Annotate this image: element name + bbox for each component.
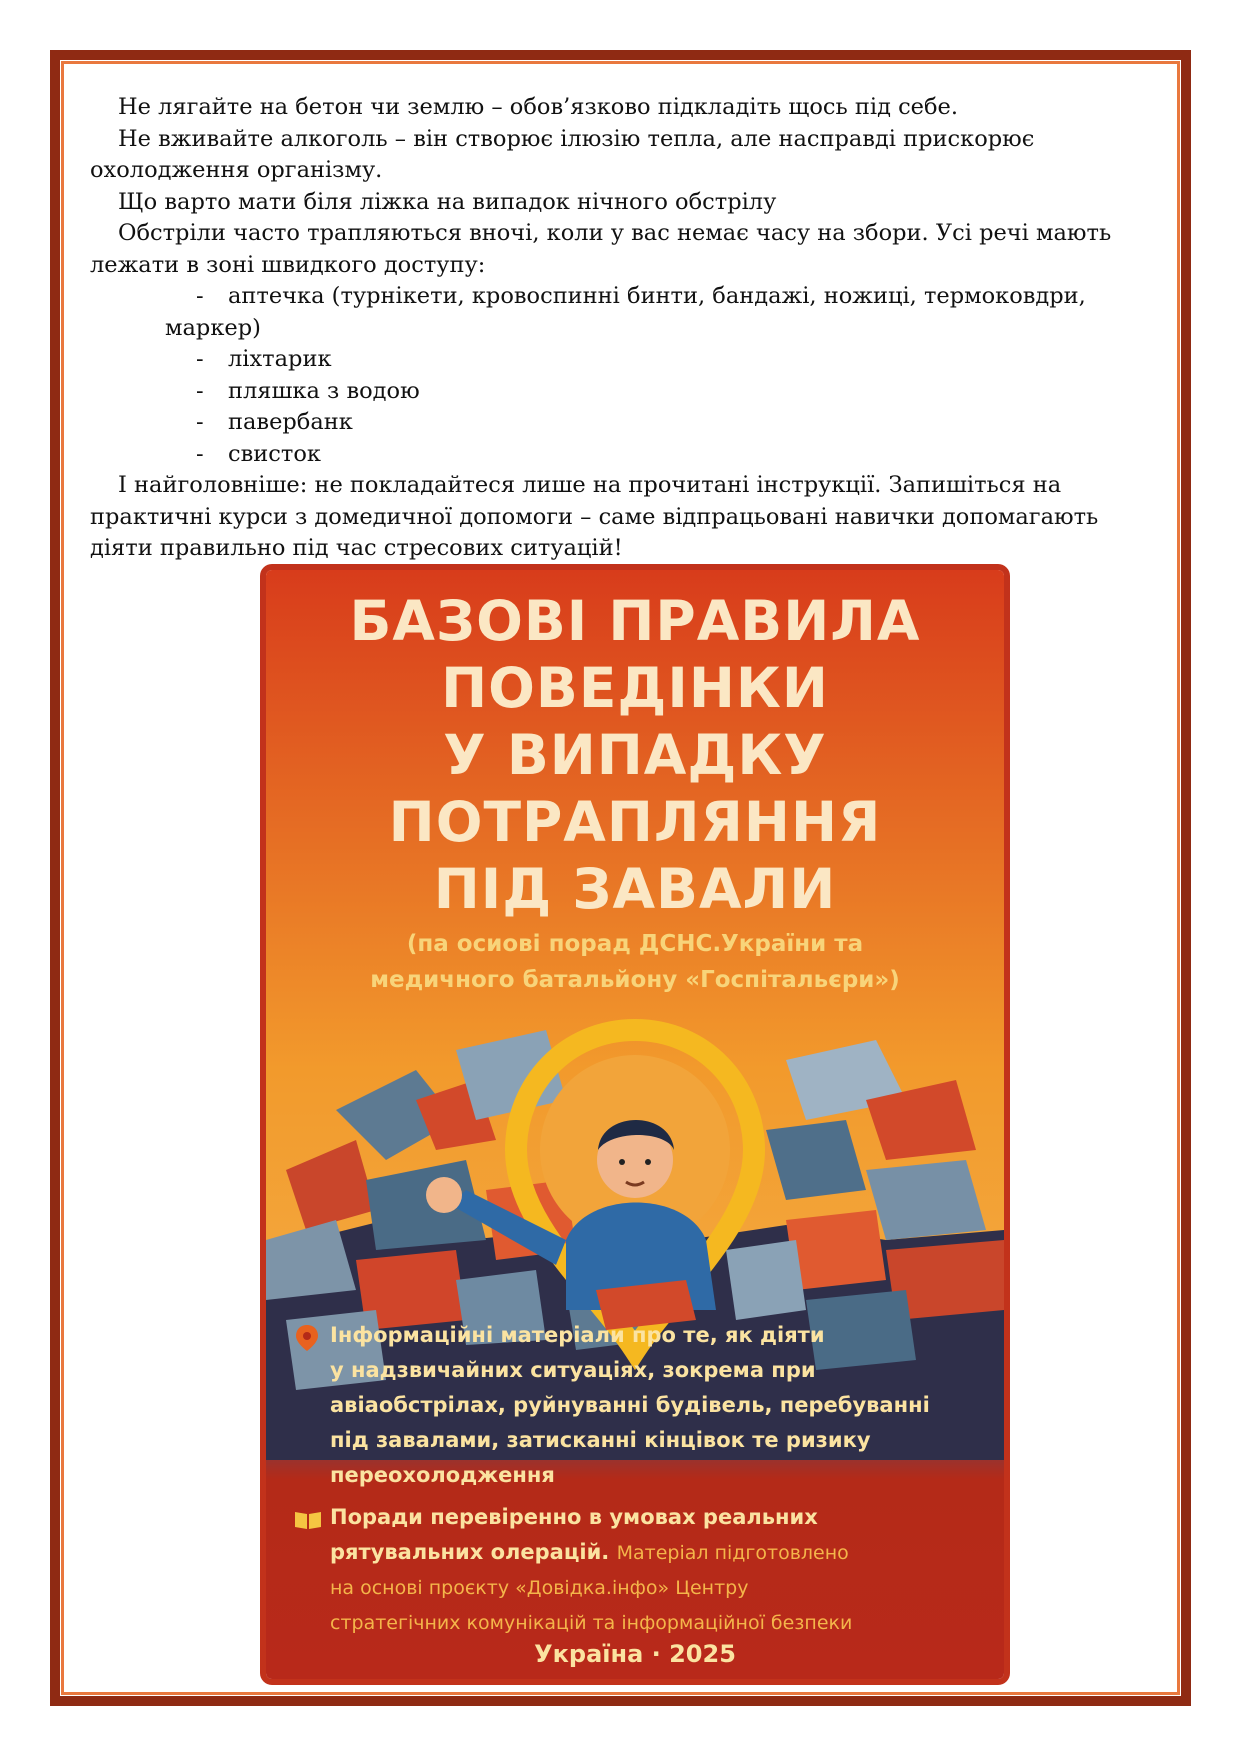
list-dash: - — [196, 440, 204, 467]
list-item: - пляшка з водою — [165, 376, 1150, 408]
body-text — [90, 92, 1150, 565]
essentials-list — [90, 281, 1150, 470]
list-item: - ліхтарик — [165, 344, 1150, 376]
tips-line-3: на основі проєкту «Довідка.інфо» Центру — [330, 1577, 749, 1599]
poster-info-block: Інформаційні матеріали про те, як діяти у надзвичайних ситуаціях, зокрема при авіаобстрілах, руйнуванні будівель, перебуванні під завалами, затисканні кінцівок те ризику переохолодження — [330, 1318, 970, 1493]
paragraph-closing: І найголовніше: не покладайтеся лише на прочитані інструкції. Запишіться на практичні курси з домедичної допомоги – саме відпрацьовані навички допомагають діяти правильно під час стресових ситуацій! — [90, 472, 1099, 561]
list-dash: - — [196, 346, 204, 372]
poster-title: БАЗОВІ ПРАВИЛА ПОВЕДІНКИ У ВИПАДКУ ПОТРАПЛЯННЯ ПІД ЗАВАЛИ — [349, 589, 921, 921]
paragraph-alcohol: Не вживайте алкоголь – він створює ілюзію тепла, але насправді прискорює охолодження організму. — [90, 125, 1035, 183]
tips-line-2: рятувальних олерацій. Матеріал підготовлено — [330, 1540, 849, 1564]
poster-footer: Україна · 2025 — [534, 1640, 736, 1668]
tips-line-1: Поради перевіренно в умовах реальних — [330, 1505, 818, 1529]
list-dash: - — [196, 283, 204, 309]
tips-line-4: стратегічних комунікацій та інформаційної безпеки — [330, 1612, 853, 1634]
paragraph-heading-night: Що варто мати біля ліжка на випадок нічного обстрілу — [118, 188, 777, 215]
poster-subtitle: (па осиові порад ДСНС.України та медичного батальйону «Госпітальєри») — [370, 931, 900, 993]
paragraph-concrete: Не лягайте на бетон чи землю – обов’язково підкладіть щось під себе. — [118, 94, 959, 120]
list-item: - аптечка (турнікети, кровоспинні бинти, бандажі, ножиці, термоковдри, маркер) — [165, 283, 1086, 341]
paragraph-shelling: Обстріли часто трапляються вночі, коли у вас немає часу на збори. Усі речі мають лежати в зоні швидкого доступу: — [90, 220, 1112, 278]
open-book-icon — [294, 1510, 322, 1530]
list-dash: - — [196, 377, 204, 404]
rubble-safety-poster — [260, 564, 1010, 1685]
list-item: - павербанк — [165, 407, 1150, 439]
list-item: - свисток — [165, 439, 1150, 471]
list-dash: - — [196, 409, 204, 435]
map-pin-icon — [294, 1324, 320, 1352]
poster-tips-block — [330, 1500, 990, 1641]
